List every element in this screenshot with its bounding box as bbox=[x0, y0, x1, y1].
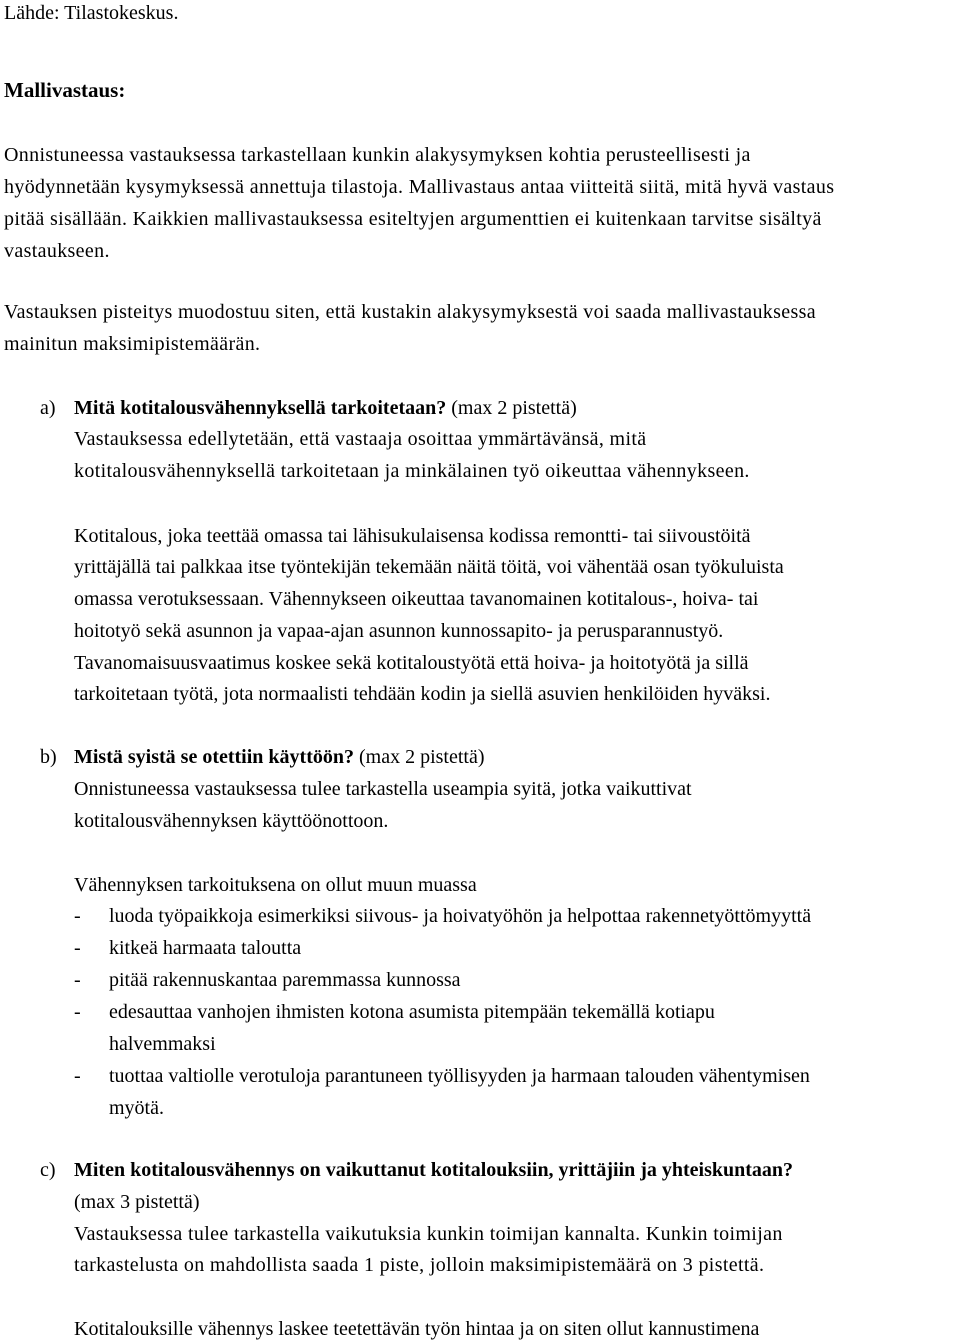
section-a-para-1: Kotitalous, joka teettää omassa tai lähisukulaisensa kodissa remontti- tai siivoustöitä bbox=[74, 525, 751, 547]
section-b-line-1: Onnistuneessa vastauksessa tulee tarkastella useampia syitä, jotka vaikuttivat bbox=[74, 778, 692, 800]
section-a-question-line bbox=[74, 396, 577, 420]
section-b-list-intro: Vähennyksen tarkoituksena on ollut muun muassa bbox=[74, 874, 477, 896]
list-dash: - bbox=[74, 905, 81, 927]
list-dash: - bbox=[74, 969, 81, 991]
intro-line-3: pitää sisällään. Kaikkien mallivastauksessa esiteltyjen argumenttien ei kuitenkaan tarvitse sisältyä bbox=[4, 208, 822, 230]
source-line: Lähde: Tilastokeskus. bbox=[4, 2, 179, 24]
intro-line-4: vastaukseen. bbox=[4, 240, 110, 262]
section-a-para-4: hoitotyö sekä asunnon ja vapaa-ajan asunnon kunnossapito- ja perusparannustyö. bbox=[74, 620, 724, 642]
scoring-line-1: Vastauksen pisteitys muodostuu siten, että kustakin alakysymyksestä voi saada mallivastauksessa bbox=[4, 301, 817, 323]
list-dash: - bbox=[74, 1065, 81, 1087]
section-b-label: b) bbox=[40, 746, 57, 768]
section-c-question: Miten kotitalousvähennys on vaikuttanut kotitalouksiin, yrittäjiin ja yhteiskuntaan? bbox=[74, 1159, 794, 1181]
section-a-line-1: Vastauksessa edellytetään, että vastaaja osoittaa ymmärtävänsä, mitä bbox=[74, 428, 647, 450]
list-item: pitää rakennuskantaa paremmassa kunnossa bbox=[109, 969, 461, 991]
section-c-line-2: tarkastelusta on mahdollista saada 1 piste, jolloin maksimipistemäärä on 3 pistettä. bbox=[74, 1254, 765, 1276]
list-item: kitkeä harmaata taloutta bbox=[109, 937, 302, 959]
list-dash: - bbox=[74, 1001, 81, 1023]
list-dash: - bbox=[74, 937, 81, 959]
section-b-points: (max 2 pistettä) bbox=[353, 746, 485, 768]
section-a-line-2: kotitalousvähennyksellä tarkoitetaan ja minkälainen työ oikeuttaa vähennykseen. bbox=[74, 460, 750, 482]
section-a-question: Mitä kotitalousvähennyksellä tarkoitetaan? bbox=[74, 397, 447, 419]
intro-line-2: hyödynnetään kysymyksessä annettuja tilastoja. Mallivastaus antaa viitteitä siitä, mitä hyvä vastaus bbox=[4, 176, 835, 198]
page-heading: Mallivastaus: bbox=[4, 78, 126, 102]
section-c-line-1: Vastauksessa tulee tarkastella vaikutuksia kunkin toimijan kannalta. Kunkin toimijan bbox=[74, 1223, 783, 1245]
scoring-line-2: mainitun maksimipistemäärän. bbox=[4, 333, 261, 355]
section-a-para-3: omassa verotuksessaan. Vähennykseen oikeuttaa tavanomainen kotitalous-, hoiva- tai bbox=[74, 588, 759, 610]
section-c-label: c) bbox=[40, 1159, 56, 1181]
section-b-line-2: kotitalousvähennyksen käyttöönottoon. bbox=[74, 810, 389, 832]
section-a-para-5: Tavanomaisuusvaatimus koskee sekä kotitaloustyötä että hoiva- ja hoitotyötä ja sillä bbox=[74, 652, 749, 674]
section-a-para-2: yrittäjällä tai palkkaa itse työntekijän tekemään näitä töitä, voi vähentää osan työkuluista bbox=[74, 556, 784, 578]
section-c-points: (max 3 pistettä) bbox=[74, 1191, 200, 1213]
section-b-question-line bbox=[74, 745, 485, 769]
section-a-para-6: tarkoitetaan työtä, jota normaalisti tehdään kodin ja siellä asuvien henkilöiden hyväksi. bbox=[74, 683, 771, 705]
section-b-question: Mistä syistä se otettiin käyttöön? bbox=[74, 746, 354, 768]
list-item: tuottaa valtiolle verotuloja parantuneen työllisyyden ja harmaan talouden vähentymisen bbox=[109, 1065, 810, 1087]
section-a-label: a) bbox=[40, 397, 56, 419]
section-a-points: (max 2 pistettä) bbox=[446, 397, 577, 419]
list-item-continued: myötä. bbox=[109, 1097, 164, 1119]
list-item: edesauttaa vanhojen ihmisten kotona asumista pitempään tekemällä kotiapu bbox=[109, 1001, 715, 1023]
section-c-line-3: Kotitalouksille vähennys laskee teetettävän työn hintaa ja on siten ollut kannustimena bbox=[74, 1318, 760, 1340]
list-item-continued: halvemmaksi bbox=[109, 1033, 216, 1055]
list-item: luoda työpaikkoja esimerkiksi siivous- ja hoivatyöhön ja helpottaa rakennetyöttömyyttä bbox=[109, 905, 812, 927]
intro-line-1: Onnistuneessa vastauksessa tarkastellaan kunkin alakysymyksen kohtia perusteellisesti ja bbox=[4, 144, 751, 166]
